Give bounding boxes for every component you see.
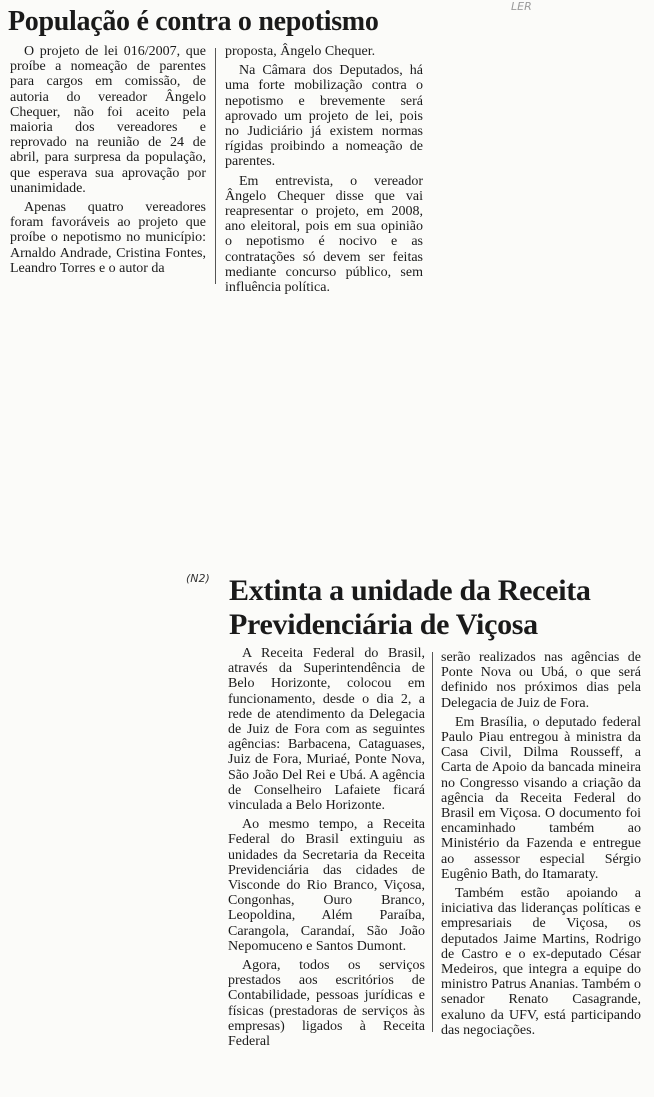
article1-column-2 <box>225 44 423 299</box>
article1-column-1 <box>10 44 206 280</box>
article1-headline: População é contra o nepotismo <box>8 6 379 37</box>
column-divider <box>432 652 433 1032</box>
article2-column-2 <box>441 650 641 1042</box>
article2-headline-line-1: Extinta a unidade da Receita <box>229 574 591 607</box>
article2-paragraph-continued: serão realizados nas agências de Ponte Nova ou Ubá, o que será definido nos próximos dias pela Delegacia de Juiz de Fora. <box>441 650 641 711</box>
article1-paragraph: O projeto de lei 016/2007, que proíbe a nomeação de parentes para cargos em comissão, de autoria do vereador Ângelo Chequer, não foi aceito pela maioria dos vereadores e reprovado na reunião de 24 de abril, para surpresa da população, que esperava sua aprovação por unanimidade. <box>10 44 206 196</box>
article2-column-1 <box>228 646 425 1053</box>
article1-paragraph: Na Câmara dos Deputados, há uma forte mobilização contra o nepotismo e brevemente será aprovado um projeto de lei, pois no Judiciário já existem normas rígidas proibindo a nomeação de parentes. <box>225 63 423 170</box>
article1-paragraph-continued: proposta, Ângelo Chequer. <box>225 44 376 59</box>
article1-paragraph: Apenas quatro vereadores foram favoráveis ao projeto que proíbe o nepotismo no município: Arnaldo Andrade, Cristina Fontes, Leandro Torres e o autor da <box>10 200 206 276</box>
article2-headline-line-2: Previdenciária de Viçosa <box>229 608 538 641</box>
article2-paragraph: Em Brasília, o deputado federal Paulo Piau entregou à ministra da Casa Civil, Dilma Rousseff, a Carta de Apoio da bancada mineira no Congresso visando a criação da agência da Receita Federal do Brasil em Viçosa. O documento foi encaminhado também ao Ministério da Fazenda e entregue ao assessor especial Sérgio Eugênio Bath, do Itamaraty. <box>441 714 641 882</box>
article2-paragraph: Agora, todos os serviços prestados aos escritórios de Contabilidade, pessoas jurídicas e físicas (prestadoras de serviços às empresas) ligados à Receita Federal <box>228 958 425 1050</box>
column-divider <box>215 48 216 284</box>
article1-paragraph: Em entrevista, o vereador Ângelo Chequer disse que vai reapresentar o projeto, em 2008, ano eleitoral, pois em sua opinião o nepotismo é nocivo e as contratações só devem ser feitas mediante concurso público, sem influência política. <box>225 173 423 296</box>
article2-headline <box>229 574 649 642</box>
article2-paragraph: A Receita Federal do Brasil, através da Superintendência de Belo Horizonte, colocou em funcionamento, desde o dia 2, a rede de atendimento da Delegacia de Juiz de Fora com as seguintes agências: Barbacena, Cataguases, Juiz de Fora, Muriaé, Ponte Nova, São João Del Rei e Ubá. A agência de Conselheiro Lafaiete ficará vinculada a Belo Horizonte. <box>228 646 425 814</box>
article2-paragraph: Também estão apoiando a iniciativa das lideranças políticas e empresariais de Viçosa, os deputados Jaime Martins, Rodrigo de Castro e o ex-deputado César Medeiros, que integra a equipe do ministro Patrus Ananias. Também o senador Renato Casagrande, exaluno da UFV, está participando das negociações. <box>441 886 641 1038</box>
handwritten-note: (N2) <box>186 572 210 585</box>
article2-paragraph: Ao mesmo tempo, a Receita Federal do Brasil extinguiu as unidades da Secretaria da Receita Previdenciária das cidades de Visconde do Rio Branco, Viçosa, Congonhas, Ouro Branco, Leopoldina, Além Paraíba, Carangola, Carandaí, São João Nepomuceno e Santos Dumont. <box>228 817 425 954</box>
corner-handwritten-mark: LER <box>511 0 532 13</box>
